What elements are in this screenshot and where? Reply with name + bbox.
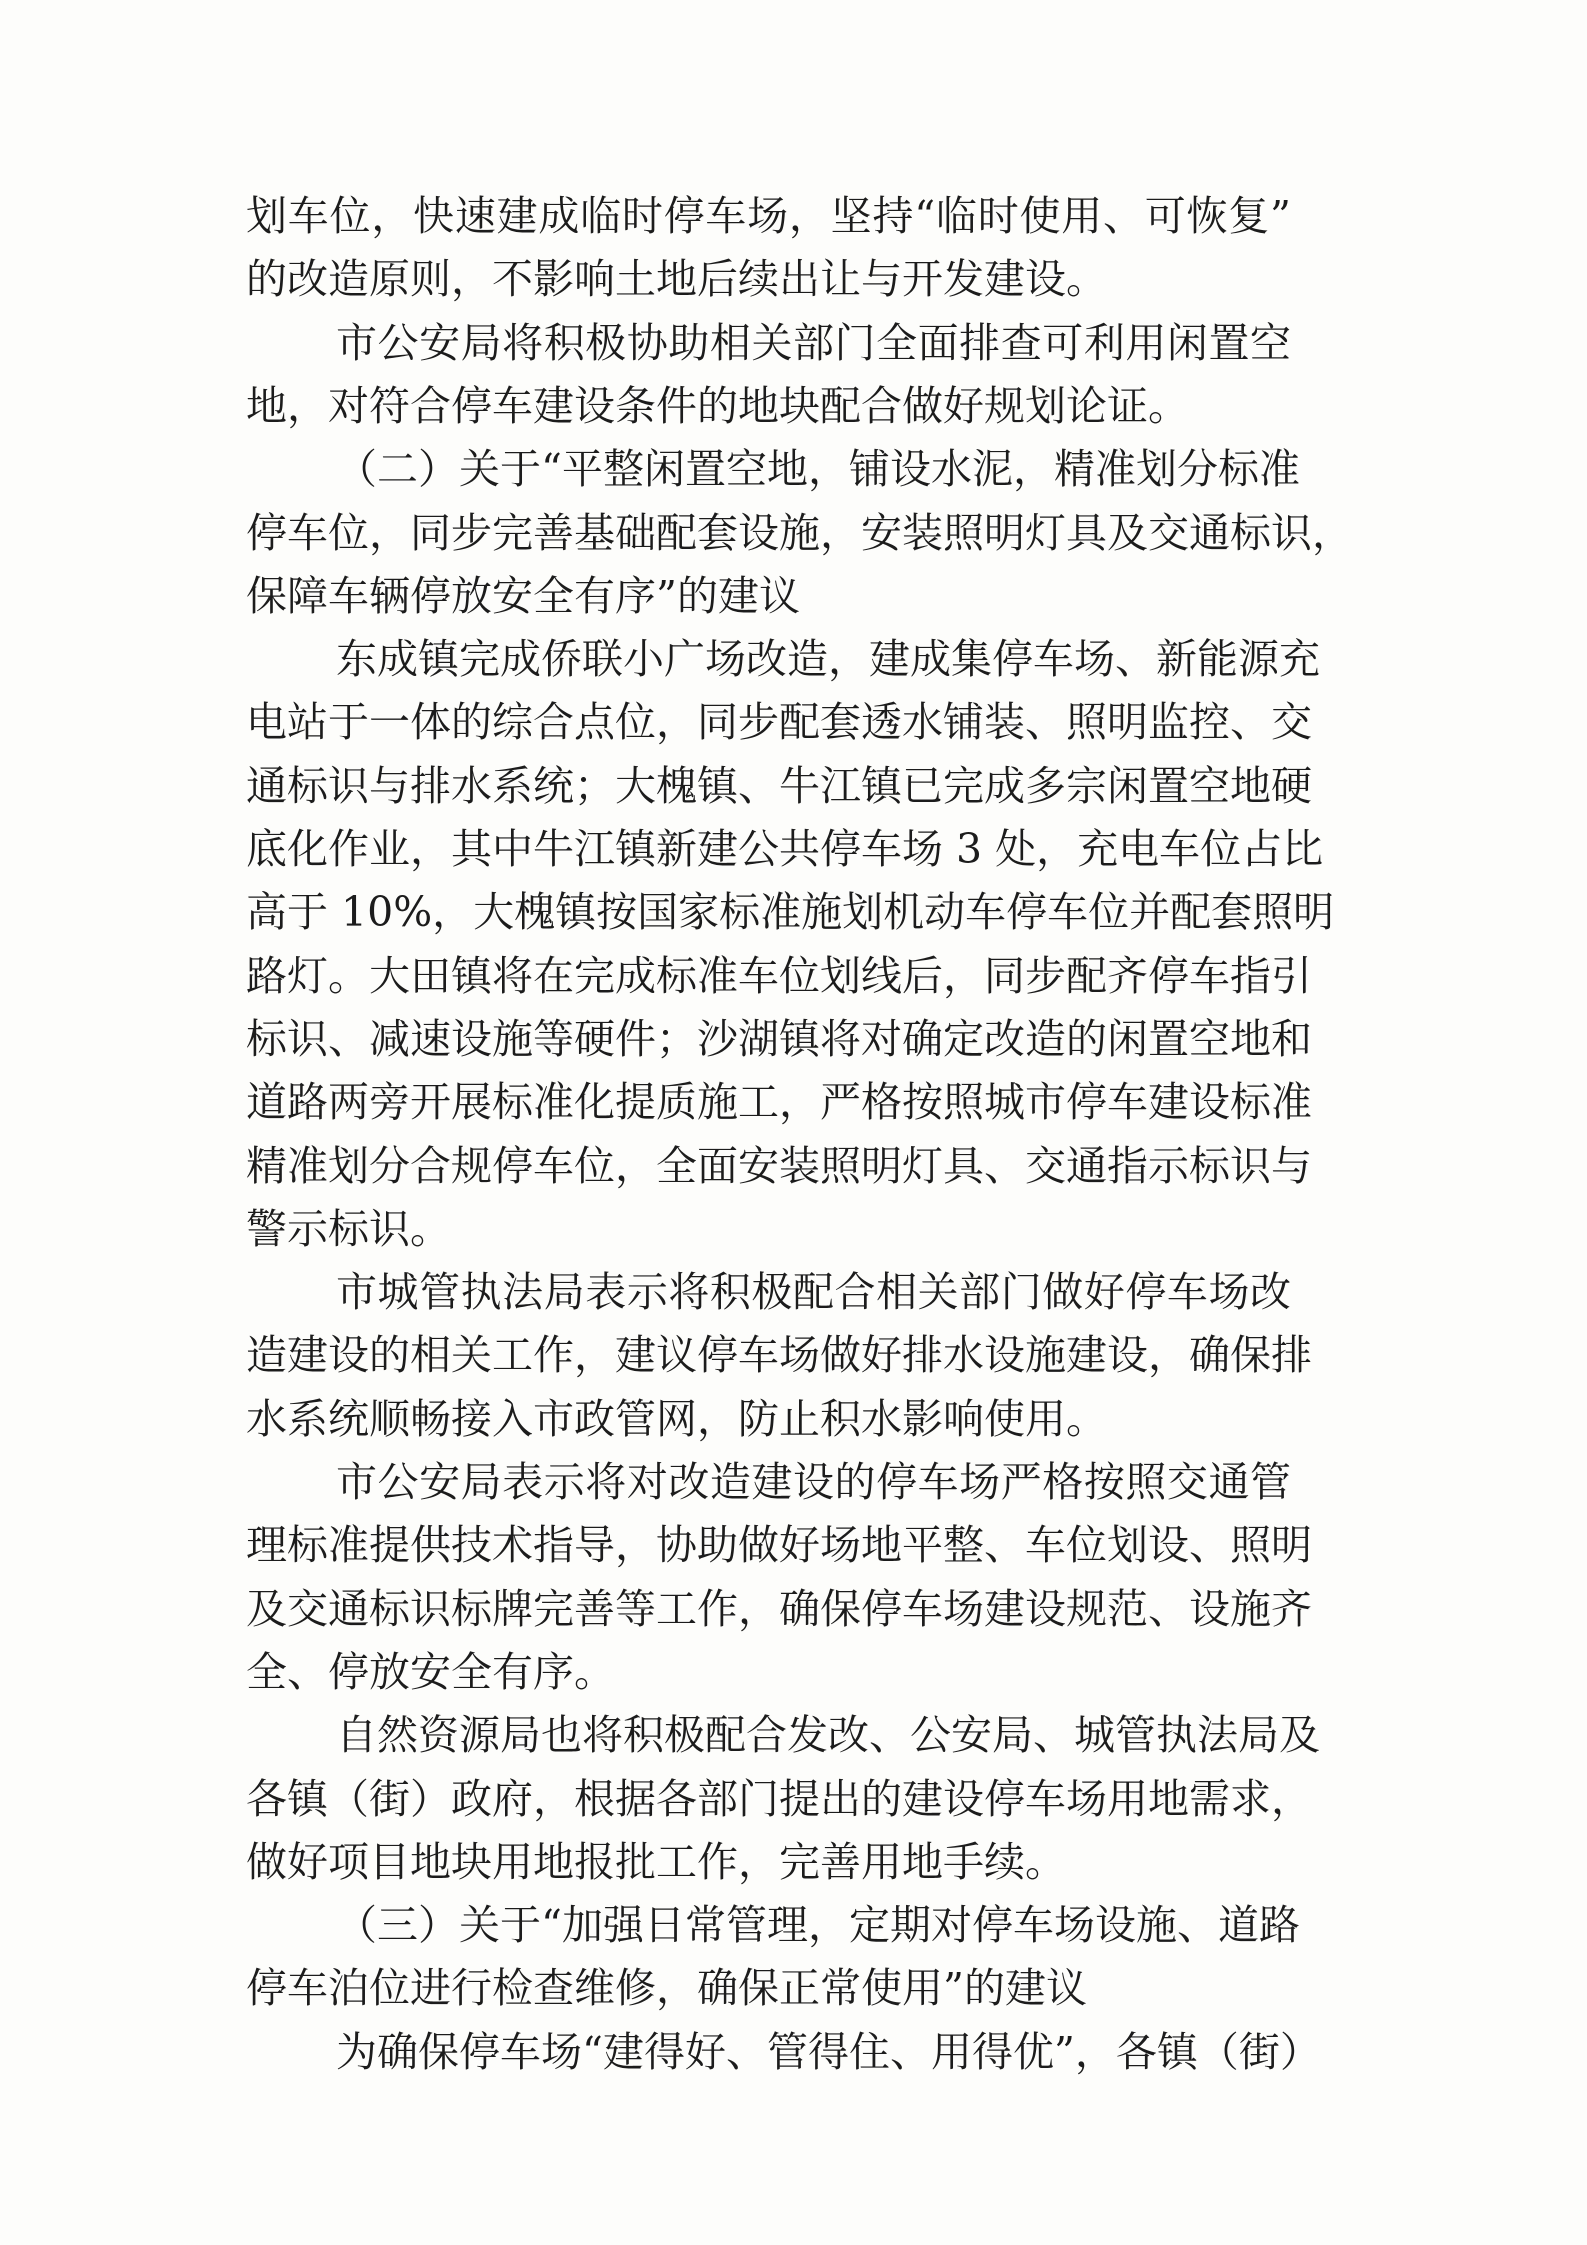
- text-line: 全、停放安全有序。: [246, 1647, 615, 1696]
- text-line: 各镇（街）政府，根据各部门提出的建设停车场用地需求，: [246, 1774, 1312, 1823]
- text-line: 自然资源局也将积极配合发改、公安局、城管执法局及: [336, 1711, 1320, 1760]
- text-line: 地，对符合停车建设条件的地块配合做好规划论证。: [246, 381, 1189, 430]
- text-line: 市公安局表示将对改造建设的停车场严格按照交通管: [336, 1458, 1291, 1506]
- text-line: 标识、减速设施等硬件；沙湖镇将对确定改造的闲置空地和: [246, 1014, 1312, 1063]
- text-line: 造建设的相关工作，建议停车场做好排水设施建设，确保排: [246, 1331, 1312, 1380]
- text-line: 高于 10%，大槐镇按国家标准施划机动车停车位并配套照明: [246, 888, 1335, 937]
- text-line: （三）关于“加强日常管理，定期对停车场设施、道路: [336, 1901, 1300, 1950]
- text-line: 路灯。大田镇将在完成标准车位划线后，同步配齐停车指引: [246, 951, 1312, 1000]
- text-line: 精准划分合规停车位，全面安装照明灯具、交通指示标识与: [246, 1141, 1312, 1190]
- text-line: 停车位，同步完善基础配套设施，安装照明灯具及交通标识，: [246, 508, 1353, 557]
- text-line: 东成镇完成侨联小广场改造，建成集停车场、新能源充: [336, 635, 1320, 684]
- text-line: 市公安局将积极协助相关部门全面排查可利用闲置空: [336, 318, 1291, 367]
- text-line: 水系统顺畅接入市政管网，防止积水影响使用。: [246, 1394, 1107, 1443]
- text-line: 底化作业，其中牛江镇新建公共停车场 3 处，充电车位占比: [246, 825, 1324, 873]
- text-line: 电站于一体的综合点位，同步配套透水铺装、照明监控、交: [246, 698, 1312, 747]
- text-line: 警示标识。: [246, 1204, 451, 1253]
- text-line: 通标识与排水系统；大槐镇、牛江镇已完成多宗闲置空地硬: [246, 761, 1312, 810]
- text-line: 保障车辆停放安全有序”的建议: [246, 571, 800, 620]
- text-line: 做好项目地块用地报批工作，完善用地手续。: [246, 1837, 1066, 1886]
- text-line: 的改造原则，不影响土地后续出让与开发建设。: [246, 255, 1107, 304]
- text-line: 市城管执法局表示将积极配合相关部门做好停车场改: [336, 1268, 1291, 1317]
- text-line: 理标准提供技术指导，协助做好场地平整、车位划设、照明: [246, 1521, 1312, 1570]
- text-line: 道路两旁开展标准化提质施工，严格按照城市停车建设标准: [246, 1078, 1312, 1127]
- text-line: 停车泊位进行检查维修，确保正常使用”的建议: [246, 1964, 1087, 2013]
- text-line: 划车位，快速建成临时停车场，坚持“临时使用、可恢复”: [246, 192, 1291, 240]
- text-line: 及交通标识标牌完善等工作，确保停车场建设规范、设施齐: [246, 1584, 1312, 1633]
- text-line: （二）关于“平整闲置空地，铺设水泥，精准划分标准: [336, 445, 1300, 494]
- text-line: 为确保停车场“建得好、管得住、用得优”，各镇（街）: [336, 2027, 1321, 2076]
